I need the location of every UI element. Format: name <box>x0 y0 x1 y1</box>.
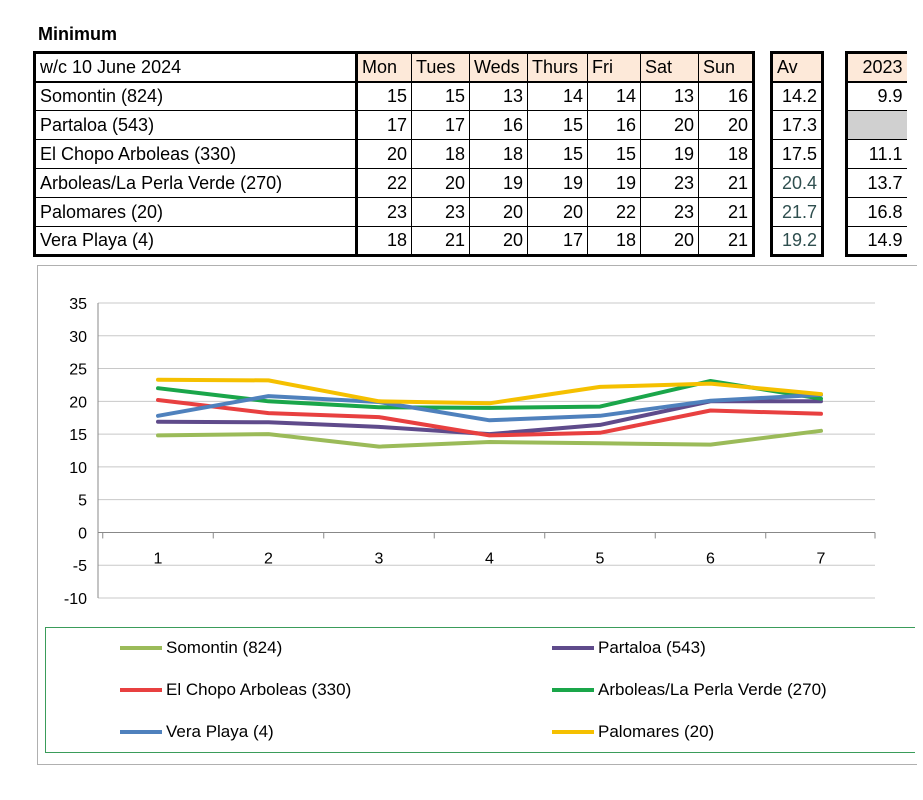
av-cell: 17.3 <box>772 111 823 140</box>
table-cell: 21 <box>699 169 754 198</box>
table-cell: 23 <box>357 198 412 227</box>
legend-swatch <box>552 646 594 650</box>
table-cell: 22 <box>357 169 412 198</box>
x-tick-label: 7 <box>816 550 826 568</box>
table-cell: 16 <box>470 111 528 140</box>
prev-year-cell: 16.8 <box>847 198 907 227</box>
table-cell: 18 <box>412 140 470 169</box>
legend-item <box>552 720 714 744</box>
x-tick-label: 3 <box>374 550 384 568</box>
table-cell: 18 <box>588 227 641 256</box>
table-cell: 21 <box>412 227 470 256</box>
table-cell: 21 <box>699 198 754 227</box>
prev-year-header: 2023 <box>847 53 907 82</box>
table-cell: 13 <box>641 82 699 111</box>
table-cell: 15 <box>588 140 641 169</box>
day-header: Thurs <box>528 53 588 82</box>
station-name: Palomares (20) <box>35 198 357 227</box>
av-cell: 19.2 <box>772 227 823 256</box>
prev-year-cell: 14.9 <box>847 227 907 256</box>
legend-label: Vera Playa (4) <box>166 722 274 741</box>
x-tick-label: 4 <box>485 550 494 568</box>
y-tick-label: 0 <box>78 525 87 543</box>
table-cell: 18 <box>470 140 528 169</box>
legend-label: Palomares (20) <box>598 722 715 741</box>
table-cell: 19 <box>528 169 588 198</box>
legend-swatch <box>552 730 594 734</box>
day-header: Tues <box>412 53 470 82</box>
station-name: Arboleas/La Perla Verde (270) <box>35 169 357 198</box>
legend-label: Partaloa (543) <box>598 638 706 657</box>
table-cell: 20 <box>528 198 588 227</box>
y-tick-label: 10 <box>69 459 87 477</box>
x-tick-label: 2 <box>264 550 273 568</box>
table-cell: 17 <box>528 227 588 256</box>
table-cell: 14 <box>528 82 588 111</box>
day-header: Sun <box>699 53 754 82</box>
station-name: Partaloa (543) <box>35 111 357 140</box>
station-name: Somontin (824) <box>35 82 357 111</box>
legend-label: Arboleas/La Perla Verde (270) <box>598 680 827 699</box>
x-tick-label: 5 <box>595 550 605 568</box>
legend-item <box>120 636 282 660</box>
table-cell: 23 <box>641 169 699 198</box>
legend-swatch <box>120 646 162 650</box>
table-cell: 15 <box>412 82 470 111</box>
legend-item <box>120 720 274 744</box>
y-tick-label: 35 <box>69 296 87 313</box>
table-cell: 18 <box>699 140 754 169</box>
table-cell: 15 <box>528 111 588 140</box>
table-cell: 22 <box>588 198 641 227</box>
prev-year-cell: 11.1 <box>847 140 907 169</box>
table-cell: 19 <box>470 169 528 198</box>
series-line <box>158 400 821 435</box>
table-cell: 20 <box>470 227 528 256</box>
table-cell: 20 <box>357 140 412 169</box>
day-header: Fri <box>588 53 641 82</box>
legend-item <box>552 678 827 702</box>
table-cell: 20 <box>412 169 470 198</box>
station-name: Vera Playa (4) <box>35 227 357 256</box>
week-label: w/c 10 June 2024 <box>35 53 357 82</box>
av-cell: 20.4 <box>772 169 823 198</box>
table-cell: 23 <box>412 198 470 227</box>
legend-label: Somontin (824) <box>166 638 283 657</box>
table-cell: 16 <box>588 111 641 140</box>
table-cell: 17 <box>412 111 470 140</box>
av-header: Av <box>772 53 823 82</box>
table-cell: 14 <box>588 82 641 111</box>
table-cell: 19 <box>588 169 641 198</box>
table-cell: 18 <box>357 227 412 256</box>
y-tick-label: -10 <box>63 591 87 608</box>
legend-swatch <box>120 688 162 692</box>
table-cell: 15 <box>528 140 588 169</box>
table-cell: 21 <box>699 227 754 256</box>
table-cell: 17 <box>357 111 412 140</box>
av-cell: 17.5 <box>772 140 823 169</box>
table-cell: 20 <box>699 111 754 140</box>
y-tick-label: -5 <box>72 558 87 576</box>
legend-label: El Chopo Arboleas (330) <box>166 680 352 699</box>
page-title: Minimum <box>38 24 117 44</box>
table-cell: 20 <box>470 198 528 227</box>
y-tick-label: 30 <box>69 328 87 346</box>
x-tick-label: 1 <box>153 550 163 568</box>
table-cell: 16 <box>699 82 754 111</box>
day-header: Sat <box>641 53 699 82</box>
y-tick-label: 5 <box>78 492 87 510</box>
table-cell: 20 <box>641 227 699 256</box>
x-tick-label: 6 <box>706 550 715 568</box>
prev-year-cell: 13.7 <box>847 169 907 198</box>
table-cell: 23 <box>641 198 699 227</box>
legend-swatch <box>552 688 594 692</box>
station-name: El Chopo Arboleas (330) <box>35 140 357 169</box>
y-tick-label: 25 <box>69 361 87 379</box>
y-tick-label: 15 <box>69 427 87 445</box>
table-cell: 20 <box>641 111 699 140</box>
table-cell: 13 <box>470 82 528 111</box>
day-header: Weds <box>470 53 528 82</box>
y-tick-label: 20 <box>69 394 87 412</box>
av-cell: 21.7 <box>772 198 823 227</box>
av-cell: 14.2 <box>772 82 823 111</box>
prev-year-cell: 9.9 <box>847 82 907 111</box>
legend-swatch <box>120 730 162 734</box>
legend-item <box>552 636 706 660</box>
legend-item <box>120 678 351 702</box>
day-header: Mon <box>357 53 412 82</box>
table-cell: 19 <box>641 140 699 169</box>
table-cell: 15 <box>357 82 412 111</box>
